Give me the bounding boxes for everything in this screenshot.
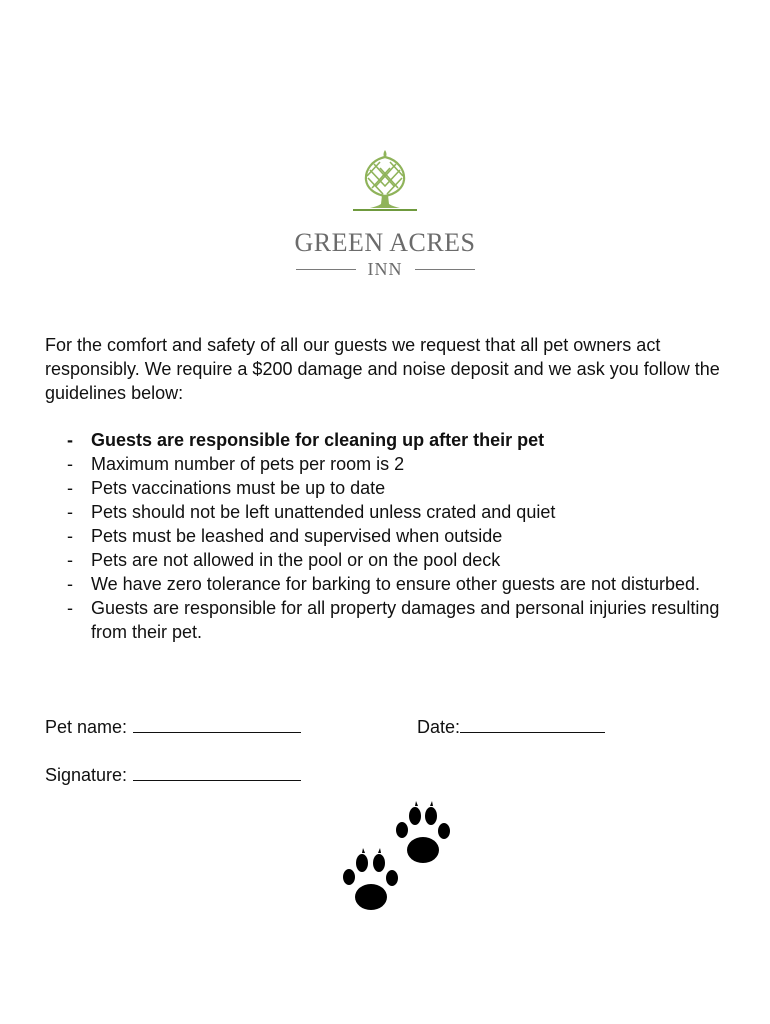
guideline-item (45, 476, 735, 500)
guideline-text: Pets should not be left unattended unless crated and quiet (91, 502, 556, 522)
guideline-item (45, 524, 735, 548)
logo-rule-left (296, 269, 356, 270)
guideline-item (45, 548, 735, 572)
guideline-dash: - (67, 502, 73, 522)
guideline-dash: - (67, 478, 73, 498)
guideline-text: Maximum number of pets per room is 2 (91, 454, 405, 474)
guideline-dash: - (67, 430, 73, 450)
guidelines-list (45, 428, 735, 644)
logo-rule-right (415, 269, 475, 270)
guideline-item (45, 428, 735, 452)
guideline-item (45, 596, 735, 644)
logo-sub-row (0, 258, 770, 280)
guideline-item (45, 452, 735, 476)
date-field (417, 714, 605, 739)
intro-paragraph: For the comfort and safety of all our guests we request that all pet owners act responsibly. We require a $200 damage and noise deposit and we ask you follow the guidelines below: (45, 335, 720, 403)
pinecone-tree-logo-icon (350, 148, 420, 214)
logo-sub: INN (367, 258, 403, 279)
inn-logo (0, 148, 770, 280)
logo-name: GREEN ACRES (294, 228, 476, 257)
date-label: Date: (417, 717, 461, 737)
guideline-text: Guests are responsible for cleaning up after their pet (91, 430, 545, 450)
paw-print-upper (396, 801, 450, 863)
guideline-dash: - (67, 454, 73, 474)
pet-name-field (45, 714, 301, 739)
guideline-text: Guests are responsible for all property damages and personal injuries resulting from their pet. (91, 598, 720, 642)
guideline-text: Pets vaccinations must be up to date (91, 478, 386, 498)
guideline-dash: - (67, 550, 73, 570)
guideline-text: Pets are not allowed in the pool or on the pool deck (91, 550, 501, 570)
date-line[interactable] (460, 714, 605, 733)
guideline-dash: - (67, 598, 73, 618)
pet-name-label: Pet name: (45, 717, 128, 737)
guideline-text: Pets must be leashed and supervised when outside (91, 526, 503, 546)
guideline-item (45, 500, 735, 524)
guideline-text: We have zero tolerance for barking to ensure other guests are not disturbed. (91, 574, 701, 594)
guideline-dash: - (67, 574, 73, 594)
paw-print-lower (343, 848, 398, 910)
paw-prints-icon (335, 800, 460, 920)
pet-name-line[interactable] (133, 714, 301, 733)
signature-label: Signature: (45, 765, 128, 785)
guideline-dash: - (67, 526, 73, 546)
signature-line[interactable] (133, 762, 301, 781)
guideline-item (45, 572, 735, 596)
signature-field (45, 762, 301, 787)
